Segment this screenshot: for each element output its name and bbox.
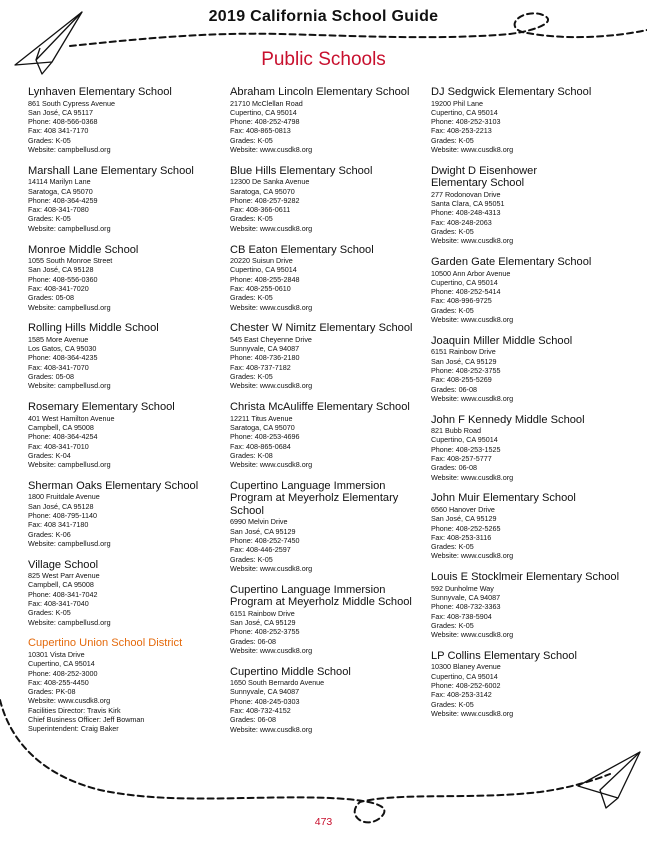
school-detail: Grades: K-05 [431, 135, 474, 145]
school-detail: Website: www.cusdk8.org [230, 223, 313, 233]
school-detail: Phone: 408-252-4798 [230, 117, 300, 127]
school-detail: Santa Clara, CA 95051 [431, 199, 505, 209]
school-detail: Phone: 408-252-3103 [431, 117, 501, 127]
school-detail: Website: www.cusdk8.org [431, 630, 514, 640]
school-detail: Website: campbellusd.org [28, 381, 111, 391]
school-detail: Los Gatos, CA 95030 [28, 344, 97, 354]
school-detail: Grades: 05-08 [28, 372, 74, 382]
school-entry [431, 335, 641, 403]
school-detail: Fax: 408-738-5904 [431, 611, 492, 621]
school-entry [230, 165, 430, 233]
school-name: Sherman Oaks Elementary School [28, 479, 199, 492]
school-detail: Fax: 408-865-0684 [230, 441, 291, 451]
school-detail: Grades: 06-08 [431, 384, 477, 394]
school-detail: Saratoga, CA 95070 [28, 186, 93, 196]
school-detail: Grades: K-04 [28, 450, 71, 460]
guide-title: 2019 California School Guide [208, 8, 439, 25]
school-detail: Fax: 408-248-2063 [431, 217, 492, 227]
school-detail: Grades: K-05 [230, 135, 273, 145]
school-name: CB Eaton Elementary School [230, 243, 374, 256]
school-detail: Website: campbellusd.org [28, 538, 111, 548]
school-detail: Cupertino, CA 95014 [431, 107, 498, 117]
school-detail: Cupertino, CA 95014 [230, 107, 297, 117]
school-detail: Sunnyvale, CA 94087 [230, 344, 300, 354]
district-detail: Chief Business Officer: Jeff Bowman [28, 715, 145, 725]
school-detail: Grades: K-05 [28, 214, 71, 224]
school-name: John F Kennedy Middle School [431, 413, 585, 426]
school-detail: Fax: 408-341-7040 [28, 599, 89, 609]
school-entry [28, 322, 228, 390]
school-detail: 1800 Fruitdale Avenue [28, 492, 100, 502]
school-name: Christa McAuliffe Elementary School [230, 401, 410, 414]
school-detail: Website: www.cusdk8.org [431, 472, 514, 482]
school-detail: Website: campbellusd.org [28, 223, 111, 233]
school-detail: Website: www.cusdk8.org [431, 315, 514, 325]
school-detail: Phone: 408-252-7450 [230, 536, 300, 545]
school-detail: Grades: 05-08 [28, 293, 74, 303]
school-name: DJ Sedgwick Elementary School [431, 86, 592, 98]
school-detail: 10300 Blaney Avenue [431, 662, 501, 672]
school-name: Lynhaven Elementary School [28, 86, 172, 98]
school-detail: San José, CA 95117 [28, 107, 93, 117]
school-entry [230, 584, 430, 655]
school-detail: Website: www.cusdk8.org [431, 144, 514, 154]
school-detail: Website: campbellusd.org [28, 460, 111, 470]
school-entry [230, 322, 430, 390]
school-detail: Website: www.cusdk8.org [230, 563, 313, 573]
school-detail: Phone: 408-253-4696 [230, 432, 300, 442]
school-detail: Grades: 06-08 [230, 636, 276, 646]
school-detail: Fax: 408 341-7180 [28, 520, 89, 530]
school-name: Monroe Middle School [28, 243, 139, 256]
school-detail: Fax: 408-996-9725 [431, 296, 492, 306]
school-detail: Fax: 408-253-3142 [431, 690, 492, 700]
district-detail: Website: www.cusdk8.org [28, 696, 111, 706]
school-detail: Saratoga, CA 95070 [230, 186, 295, 196]
school-detail: Website: campbellusd.org [28, 302, 111, 312]
school-detail: Phone: 408-252-3755 [230, 627, 300, 637]
school-detail: Phone: 408-732-3363 [431, 602, 501, 612]
school-detail: 10500 Ann Arbor Avenue [431, 268, 511, 278]
school-column-1 [28, 86, 228, 744]
school-name: Cupertino Language Immersion Program at Meyerholz Middle School [230, 583, 412, 609]
school-entry [28, 244, 228, 312]
school-detail: 19200 Phil Lane [431, 98, 483, 108]
school-detail: Grades: K-06 [28, 529, 71, 539]
school-detail: Phone: 408-257-9282 [230, 195, 300, 205]
district-detail: Facilities Director: Travis Kirk [28, 705, 121, 715]
district-detail: Superintendent: Craig Baker [28, 724, 119, 734]
school-detail: 825 West Parr Avenue [28, 571, 100, 581]
school-entry [28, 559, 228, 627]
school-detail: Grades: K-05 [28, 135, 71, 145]
school-detail: Fax: 408-341-7080 [28, 205, 89, 215]
school-detail: Grades: K-05 [230, 372, 273, 382]
school-detail: San José, CA 95129 [431, 356, 497, 366]
school-detail: 12211 Titus Avenue [230, 413, 293, 423]
school-entry [431, 86, 641, 154]
school-detail: 20220 Suisun Drive [230, 256, 293, 266]
school-name: Chester W Nimitz Elementary School [230, 322, 413, 335]
school-name: LP Collins Elementary School [431, 649, 577, 662]
school-entry [431, 571, 641, 639]
school-detail: San José, CA 95128 [28, 265, 94, 275]
school-detail: San José, CA 95128 [28, 501, 94, 511]
school-detail: Fax: 408 341-7170 [28, 126, 89, 136]
school-detail: Phone: 408-364-4254 [28, 432, 98, 442]
school-detail: Saratoga, CA 95070 [230, 422, 295, 432]
school-detail: Grades: 06-08 [431, 463, 477, 473]
school-name: Cupertino Language Immersion Program at Meyerholz Elementary School [230, 479, 399, 517]
school-detail: Phone: 408-795-1140 [28, 511, 98, 520]
school-detail: Cupertino, CA 95014 [431, 435, 498, 445]
school-detail: 6151 Rainbow Drive [431, 347, 496, 357]
school-detail: San José, CA 95129 [230, 617, 296, 627]
school-detail: Phone: 408-556-0360 [28, 274, 98, 284]
school-detail: Grades: K-05 [230, 214, 273, 224]
school-detail: Phone: 408-253-1525 [431, 444, 501, 454]
school-detail: Phone: 408-341-7042 [28, 589, 98, 599]
school-entry [230, 86, 430, 154]
school-name: Dwight D Eisenhower Elementary School [431, 164, 538, 190]
school-detail: Cupertino, CA 95014 [431, 671, 498, 681]
school-detail: Phone: 408-252-5265 [431, 523, 501, 533]
school-detail: Sunnyvale, CA 94087 [230, 687, 300, 697]
school-detail: Phone: 408-364-4235 [28, 353, 98, 363]
school-detail: Phone: 408-248-4313 [431, 208, 501, 218]
school-entry [431, 256, 641, 324]
school-detail: 1650 South Bernardo Avenue [230, 678, 325, 688]
school-name: Louis E Stocklmeir Elementary School [431, 571, 620, 584]
school-column-3 [431, 86, 641, 729]
school-detail: Grades: K-05 [230, 293, 273, 303]
school-detail: 6990 Melvin Drive [230, 517, 288, 527]
school-detail: Fax: 408-253-2213 [431, 126, 492, 136]
school-detail: Fax: 408-737-7182 [230, 362, 291, 372]
school-detail: Website: www.cusdk8.org [431, 236, 514, 246]
school-entry [230, 244, 430, 312]
school-detail: 821 Bubb Road [431, 426, 481, 436]
school-detail: 6151 Rainbow Drive [230, 608, 295, 618]
school-entry [28, 480, 228, 548]
school-detail: Grades: K-05 [230, 554, 273, 564]
school-name: Marshall Lane Elementary School [28, 164, 194, 177]
school-name: John Muir Elementary School [431, 492, 576, 505]
school-detail: Website: www.cusdk8.org [431, 393, 514, 403]
school-detail: Fax: 408-341-7010 [28, 441, 89, 451]
school-name: Joaquin Miller Middle School [431, 334, 573, 347]
school-detail: Fax: 408-865-0813 [230, 126, 291, 136]
school-name: Rolling Hills Middle School [28, 322, 159, 335]
paper-plane-icon [578, 752, 640, 808]
school-detail: Phone: 408-252-5414 [431, 287, 501, 297]
school-detail: Website: www.cusdk8.org [230, 645, 313, 655]
school-detail: Grades: K-05 [28, 608, 71, 618]
district-detail: 10301 Vista Drive [28, 649, 85, 659]
school-detail: San José, CA 95129 [431, 514, 497, 524]
school-detail: Fax: 408-257-5777 [431, 454, 492, 464]
school-name: Cupertino Middle School [230, 665, 351, 678]
district-detail: Grades: PK-08 [28, 687, 76, 697]
school-detail: Fax: 408-255-5269 [431, 375, 492, 385]
school-detail: Phone: 408-566-0368 [28, 117, 98, 127]
school-detail: Fax: 408-253-3116 [431, 532, 492, 542]
district-name: Cupertino Union School District [28, 637, 183, 650]
school-detail: Grades: K-05 [431, 620, 474, 630]
school-detail: Campbell, CA 95008 [28, 422, 94, 432]
school-detail: 861 South Cypress Avenue [28, 98, 115, 108]
school-detail: 592 Dunholme Way [431, 583, 494, 593]
school-detail: Fax: 408-446-2597 [230, 545, 291, 555]
school-detail: Fax: 408-341-7020 [28, 283, 89, 293]
school-entry [28, 165, 228, 233]
school-detail: Website: www.cusdk8.org [431, 551, 514, 561]
school-detail: 277 Rodonovan Drive [431, 189, 501, 199]
school-detail: Fax: 408-732-4152 [230, 706, 291, 716]
school-entry [431, 492, 641, 560]
school-detail: Phone: 408-736-2180 [230, 353, 300, 363]
school-detail: Grades: K-05 [431, 699, 474, 709]
school-detail: Phone: 408-252-6002 [431, 681, 501, 691]
school-detail: Grades: 06-08 [230, 715, 276, 725]
school-detail: Grades: K-08 [230, 450, 273, 460]
school-name: Abraham Lincoln Elementary School [230, 86, 410, 98]
school-detail: Website: www.cusdk8.org [230, 460, 313, 470]
school-detail: San José, CA 95129 [230, 526, 296, 536]
school-detail: Phone: 408-245-0303 [230, 696, 300, 706]
school-detail: Website: campbellusd.org [28, 617, 111, 627]
district-detail: Fax: 408-255-4450 [28, 677, 89, 687]
school-name: Garden Gate Elementary School [431, 256, 592, 269]
school-detail: 401 West Hamilton Avenue [28, 413, 115, 423]
district-entry [28, 637, 228, 733]
school-detail: Grades: K-05 [431, 305, 474, 315]
school-entry [230, 401, 430, 469]
school-entry [28, 86, 228, 154]
school-detail: Campbell, CA 95008 [28, 580, 94, 590]
school-detail: 545 East Cheyenne Drive [230, 334, 312, 344]
school-name: Rosemary Elementary School [28, 401, 175, 414]
school-detail: Website: www.cusdk8.org [230, 724, 313, 734]
school-detail: Website: www.cusdk8.org [230, 381, 313, 391]
school-detail: 12300 De Sanka Avenue [230, 177, 310, 187]
district-detail: Cupertino, CA 95014 [28, 659, 95, 669]
school-detail: Fax: 408-341-7070 [28, 362, 89, 372]
school-detail: Fax: 408-366-0611 [230, 205, 291, 215]
school-detail: Phone: 408-252-3755 [431, 365, 501, 375]
school-detail: Grades: K-05 [431, 226, 474, 236]
school-entry [431, 650, 641, 718]
school-name: Blue Hills Elementary School [230, 164, 373, 177]
page-number: 473 [314, 816, 333, 828]
school-detail: Website: www.cusdk8.org [431, 708, 514, 718]
school-detail: 6560 Hanover Drive [431, 504, 495, 514]
school-detail: Cupertino, CA 95014 [230, 265, 297, 275]
school-detail: 14114 Marilyn Lane [28, 177, 91, 187]
school-detail: Phone: 408-364-4259 [28, 195, 98, 205]
school-detail: Cupertino, CA 95014 [431, 277, 498, 287]
school-detail: Sunnyvale, CA 94087 [431, 592, 501, 602]
school-detail: Phone: 408-255-2848 [230, 274, 300, 284]
school-detail: Website: www.cusdk8.org [230, 144, 313, 154]
school-column-2 [230, 86, 430, 744]
school-entry [230, 666, 430, 734]
school-entry [230, 480, 430, 573]
school-entry [28, 401, 228, 469]
school-name: Village School [28, 558, 99, 571]
school-detail: 21710 McClellan Road [230, 98, 303, 108]
school-entry [431, 165, 641, 246]
district-detail: Phone: 408-252-3000 [28, 668, 98, 678]
school-detail: Fax: 408-255-0610 [230, 283, 291, 293]
section-title: Public Schools [261, 49, 386, 70]
school-detail: Grades: K-05 [431, 542, 474, 552]
school-entry [431, 414, 641, 482]
school-detail: 1055 South Monroe Street [28, 256, 113, 266]
school-detail: Website: campbellusd.org [28, 144, 111, 154]
school-detail: Website: www.cusdk8.org [230, 302, 313, 312]
school-detail: 1585 More Avenue [28, 334, 89, 344]
